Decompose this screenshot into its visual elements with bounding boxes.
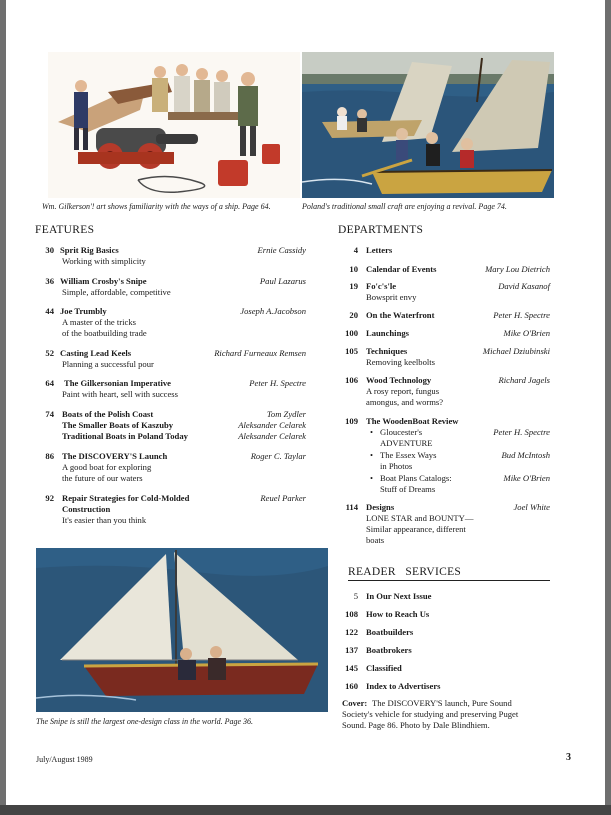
departments-heading: DEPARTMENTS — [338, 224, 424, 236]
page-number: 3 — [566, 752, 571, 763]
caption-top-right: Poland's traditional small craft are enjoying a revival. Page 74. — [302, 202, 507, 211]
caption-top-left: Wm. Gilkerson'! art shows familiarity with the ways of a ship. Page 64. — [42, 202, 271, 211]
bullet-icon: • — [370, 427, 374, 437]
polish-small-craft-photo — [302, 52, 554, 198]
bullet-icon: • — [370, 450, 374, 460]
bullet-icon: • — [370, 473, 374, 483]
issue-date: July/August 1989 — [36, 755, 93, 764]
reader-services-rule — [348, 580, 550, 581]
cover-label: Cover: — [342, 698, 368, 708]
magazine-page: Wm. Gilkerson'! art shows familiarity with the ways of a ship. Page 64. Poland's traditional small craft are enjoying a revival. Page 74. FEATURES 30 Sprit Rig Basics Ernie Cassidy Working with simplicity 36 William Crosby's Snipe Paul Lazarus Simple, affordable, competitive 44 Joe Trumbly Joseph A.Jacobson A master of the tricks of the boatbuilding trade 52 Casting Lead Keels Richard Furneaux Remsen Planning a successful pour 64 The Gilkersonian Imperative Peter H. Spectre Paint with heart, sell with success 74 Boats of the Polish Coast Tom Zydler The Smaller Boats of Kaszuby Aleksander Celarek Traditional Boats in Poland Today Aleksander Celarek 86 The DISCOVERY'S Launch Roger C. Taylar A good boat for exploring the future of our waters 92 Repair Strategies for Cold-Molded Reuel Parker Construction It's easier than you think The Snipe is still the largest one-design class in the world. Page 36. DEPARTMENTS 4 Letters 10 Calendar of Events Mary Lou Dietrich 19 Fo'c's'le David Kasanof Bowsprit envy 20 On the Waterfront Peter H. Spectre 100 Launchings Mike O'Brien 105 Techniques Michael Dziubinski Removing keelbolts 106 Wood Technology Richard Jagels A rosy report, fungus amongus, and worms? 109 The WoodenBoat Review • Gloucester's Peter H. Spectre ADVENTURE • The Essex Ways Bud McIntosh in Photos • Boat Plans Catalogs: Mike O'Brien Stuff of Dreams 114 Designs Joel White LONE STAR and BOUNTY— Similar appearance, different boats READER SERVICES 5 In Our Next Issue 108 How to Reach Us 122 Boatbuilders 137 Boatbrokers 145 Classified 160 Index to Advertisers Cover: The DISCOVERY'S launch, Pure Sound Society's vehicle for studying and preserving Puget Sound. Page 86. Photo by Dale Blindhiem. July/August 1989 3 — [6, 0, 605, 805]
features-heading: FEATURES — [35, 224, 95, 236]
caption-bottom-left: The Snipe is still the largest one-design class in the world. Page 36. — [36, 717, 254, 726]
reader-services-heading: READER SERVICES — [348, 566, 462, 578]
snipe-sailboat-photo — [36, 548, 328, 712]
gilkerson-illustration — [48, 52, 300, 198]
viewer-bottom-bar — [0, 805, 611, 815]
